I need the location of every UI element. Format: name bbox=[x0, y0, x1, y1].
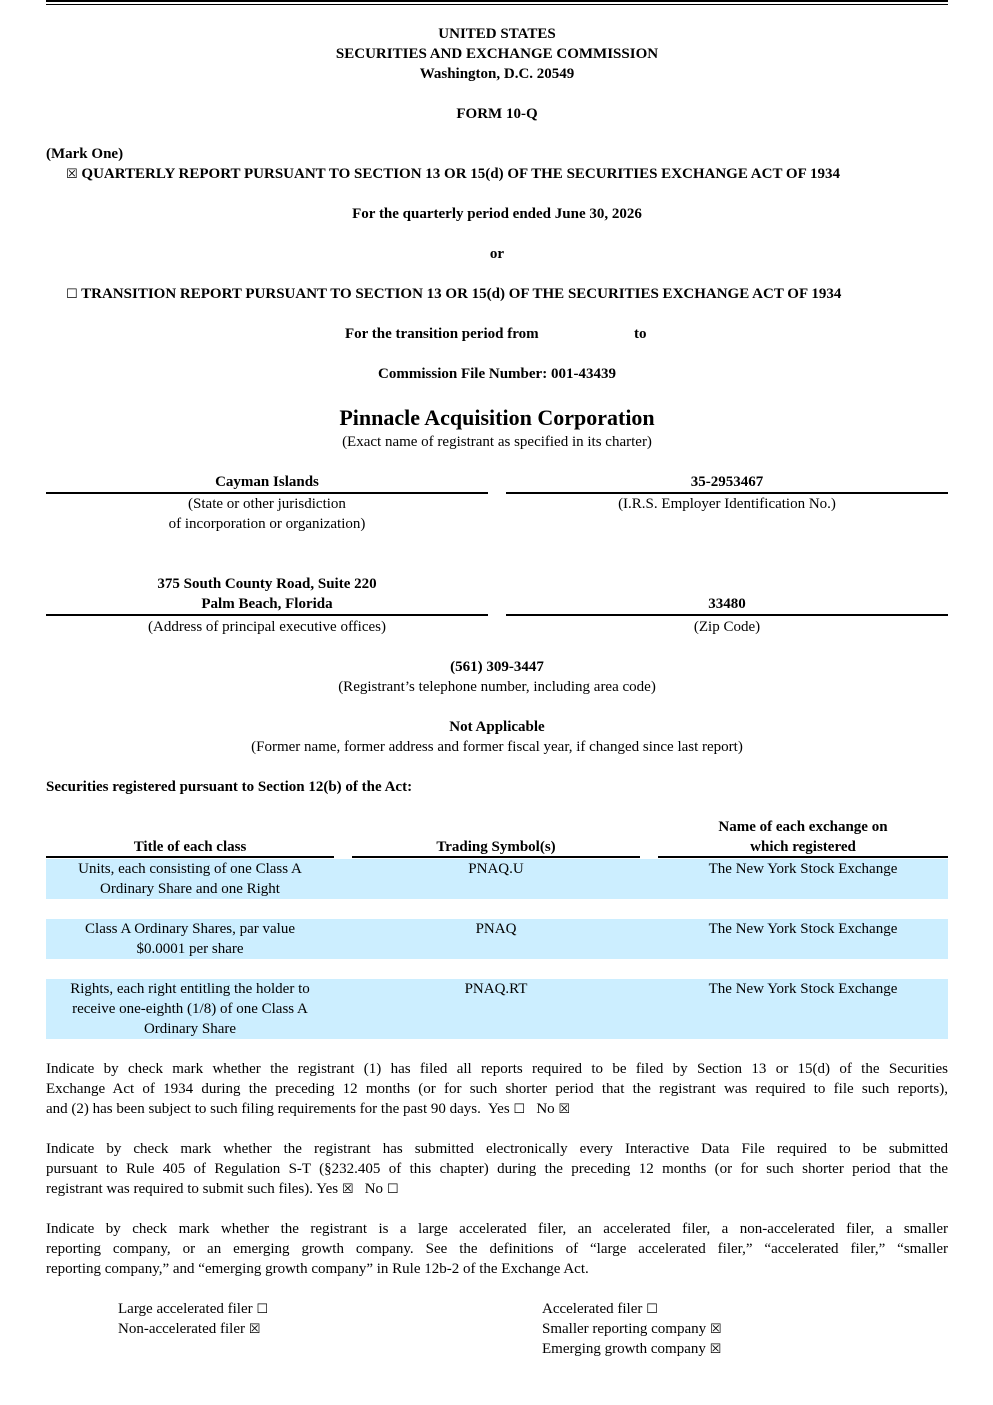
header-rule-symbol bbox=[352, 856, 640, 858]
header-line-2: SECURITIES AND EXCHANGE COMMISSION bbox=[335, 46, 659, 62]
row-2-title-line-2: $0.0001 per share bbox=[136, 941, 244, 957]
para-1-line-1: Indicate by check mark whether the registrant (1) has filed all reports required to be filed by Section 13 or 15(d) of the Securities bbox=[46, 1061, 948, 1077]
col-header-exchange-2: which registered bbox=[750, 839, 856, 855]
col-header-exchange-1: Name of each exchange on bbox=[718, 819, 888, 835]
mark-one: (Mark One) bbox=[46, 146, 124, 162]
quarterly-period: For the quarterly period ended June 30, 2026 bbox=[352, 206, 642, 222]
non-accelerated-filer-option bbox=[118, 1319, 260, 1340]
para-1-line-3-wrap bbox=[46, 1099, 948, 1120]
para-1-line-2: Exchange Act of 1934 during the preceding 12 months (or for such shorter period that the registrant was required to file such reports), bbox=[46, 1081, 948, 1097]
row-1-symbol: PNAQ.U bbox=[468, 861, 524, 877]
emerging-growth-company-label: Emerging growth company bbox=[542, 1341, 706, 1357]
transition-period-to: to bbox=[634, 326, 647, 342]
row-2-exchange: The New York Stock Exchange bbox=[708, 921, 898, 937]
former-name-caption: (Former name, former address and former fiscal year, if changed since last report) bbox=[251, 739, 743, 755]
transition-label: TRANSITION REPORT PURSUANT TO SECTION 13 OR 15(d) OF THE SECURITIES EXCHANGE ACT OF 1934 bbox=[81, 286, 842, 302]
large-accelerated-filer-checkbox[interactable]: ☐ bbox=[256, 1302, 269, 1317]
reports-filed-paragraph bbox=[46, 1059, 948, 1120]
row-2-title-line-1: Class A Ordinary Shares, par value bbox=[85, 921, 295, 937]
row-3-symbol: PNAQ.RT bbox=[464, 981, 528, 997]
header-line-1: UNITED STATES bbox=[438, 26, 556, 42]
row-3-title-line-3: Ordinary Share bbox=[143, 1021, 237, 1037]
para-1-no: No bbox=[536, 1101, 555, 1117]
col-header-symbol: Trading Symbol(s) bbox=[436, 839, 556, 855]
smaller-reporting-company-option bbox=[542, 1319, 722, 1340]
transition-checkbox: ☐ bbox=[66, 287, 78, 302]
emerging-growth-company-checkbox[interactable]: ☒ bbox=[709, 1342, 722, 1357]
row-1-exchange: The New York Stock Exchange bbox=[708, 861, 898, 877]
row-1-title-line-2: Ordinary Share and one Right bbox=[100, 881, 280, 897]
registrant-name-caption: (Exact name of registrant as specified in its charter) bbox=[342, 434, 652, 450]
para-2-yes: Yes bbox=[316, 1181, 339, 1197]
ein-caption: (I.R.S. Employer Identification No.) bbox=[618, 496, 836, 512]
zip-rule bbox=[506, 614, 948, 616]
para-2-no: No bbox=[364, 1181, 384, 1197]
para-2-line-3: registrant was required to submit such files). bbox=[46, 1181, 314, 1197]
transition-period-from: For the transition period from bbox=[345, 326, 539, 342]
state-caption-2: of incorporation or organization) bbox=[168, 516, 366, 532]
securities-heading: Securities registered pursuant to Section 12(b) of the Act: bbox=[46, 779, 413, 795]
emerging-growth-company-option bbox=[542, 1339, 721, 1360]
address-rule bbox=[46, 614, 488, 616]
row-2-symbol: PNAQ bbox=[475, 921, 517, 937]
top-rule-thin bbox=[46, 4, 948, 5]
smaller-reporting-company-checkbox[interactable]: ☒ bbox=[709, 1322, 722, 1337]
row-1-title-line-1: Units, each consisting of one Class A bbox=[78, 861, 302, 877]
interactive-no-checkbox[interactable]: ☐ bbox=[386, 1182, 399, 1197]
large-accelerated-filer-option bbox=[118, 1299, 268, 1320]
address-line-1: 375 South County Road, Suite 220 bbox=[157, 576, 377, 592]
para-3-line-2: reporting company, or an emerging growth company. See the definitions of “large accelerated filer,” “accelerated filer,” “smaller bbox=[46, 1241, 948, 1257]
header-rule-exchange bbox=[658, 856, 948, 858]
address-line-2: Palm Beach, Florida bbox=[201, 596, 333, 612]
row-3-exchange: The New York Stock Exchange bbox=[708, 981, 898, 997]
col-header-title: Title of each class bbox=[133, 839, 247, 855]
state-value: Cayman Islands bbox=[215, 474, 319, 490]
accelerated-filer-label: Accelerated filer bbox=[542, 1301, 643, 1317]
para-3-line-1: Indicate by check mark whether the registrant is a large accelerated filer, an accelerated filer, a non-accelerated filer, a smaller bbox=[46, 1221, 948, 1237]
registrant-name: Pinnacle Acquisition Corporation bbox=[339, 405, 655, 430]
reports-yes-checkbox[interactable]: ☐ bbox=[513, 1102, 526, 1117]
accelerated-filer-option bbox=[542, 1299, 658, 1320]
row-3-title-line-2: receive one-eighth (1/8) of one Class A bbox=[72, 1001, 308, 1017]
header-rule-title bbox=[46, 856, 334, 858]
non-accelerated-filer-checkbox[interactable]: ☒ bbox=[248, 1322, 261, 1337]
large-accelerated-filer-label: Large accelerated filer bbox=[118, 1301, 253, 1317]
filer-status-paragraph bbox=[46, 1219, 948, 1279]
para-2-line-1: Indicate by check mark whether the registrant has submitted electronically every Interactive Data File required to be submitted bbox=[46, 1141, 948, 1157]
para-3-line-3: reporting company,” and “emerging growth company” in Rule 12b-2 of the Exchange Act. bbox=[46, 1261, 589, 1277]
interactive-yes-checkbox[interactable]: ☒ bbox=[341, 1182, 354, 1197]
quarterly-report-option bbox=[66, 164, 948, 185]
ein-value: 35-2953467 bbox=[690, 474, 764, 490]
interactive-data-paragraph bbox=[46, 1139, 948, 1200]
accelerated-filer-checkbox[interactable]: ☐ bbox=[646, 1302, 658, 1317]
smaller-reporting-company-label: Smaller reporting company bbox=[542, 1321, 707, 1337]
row-3-title-line-1: Rights, each right entitling the holder to bbox=[70, 981, 310, 997]
non-accelerated-filer-label: Non-accelerated filer bbox=[118, 1321, 245, 1337]
para-2-line-2: pursuant to Rule 405 of Regulation S-T (§232.405 of this chapter) during the preceding 12 months (or for such shorter period that the bbox=[46, 1161, 948, 1177]
former-name-value: Not Applicable bbox=[449, 719, 545, 735]
reports-no-checkbox[interactable]: ☒ bbox=[558, 1102, 571, 1117]
or-text: or bbox=[489, 246, 505, 262]
header-line-3: Washington, D.C. 20549 bbox=[419, 66, 575, 82]
para-1-yes: Yes bbox=[487, 1101, 510, 1117]
form-type: FORM 10-Q bbox=[456, 106, 538, 122]
commission-file-number: Commission File Number: 001-43439 bbox=[378, 366, 616, 382]
transition-report-option bbox=[66, 284, 948, 305]
para-2-line-3-wrap bbox=[46, 1179, 948, 1200]
zip-caption: (Zip Code) bbox=[693, 619, 761, 635]
quarterly-checkbox: ☒ bbox=[66, 167, 78, 182]
phone-caption: (Registrant’s telephone number, including area code) bbox=[338, 679, 656, 695]
top-rule bbox=[46, 0, 948, 2]
address-caption: (Address of principal executive offices) bbox=[148, 619, 386, 635]
state-caption-1: (State or other jurisdiction bbox=[188, 496, 346, 512]
zip-value: 33480 bbox=[708, 596, 746, 612]
para-1-line-3: and (2) has been subject to such filing requirements for the past 90 days. bbox=[46, 1101, 481, 1117]
phone-value: (561) 309-3447 bbox=[450, 659, 544, 675]
quarterly-label: QUARTERLY REPORT PURSUANT TO SECTION 13 OR 15(d) OF THE SECURITIES EXCHANGE ACT OF 1934 bbox=[81, 166, 840, 182]
